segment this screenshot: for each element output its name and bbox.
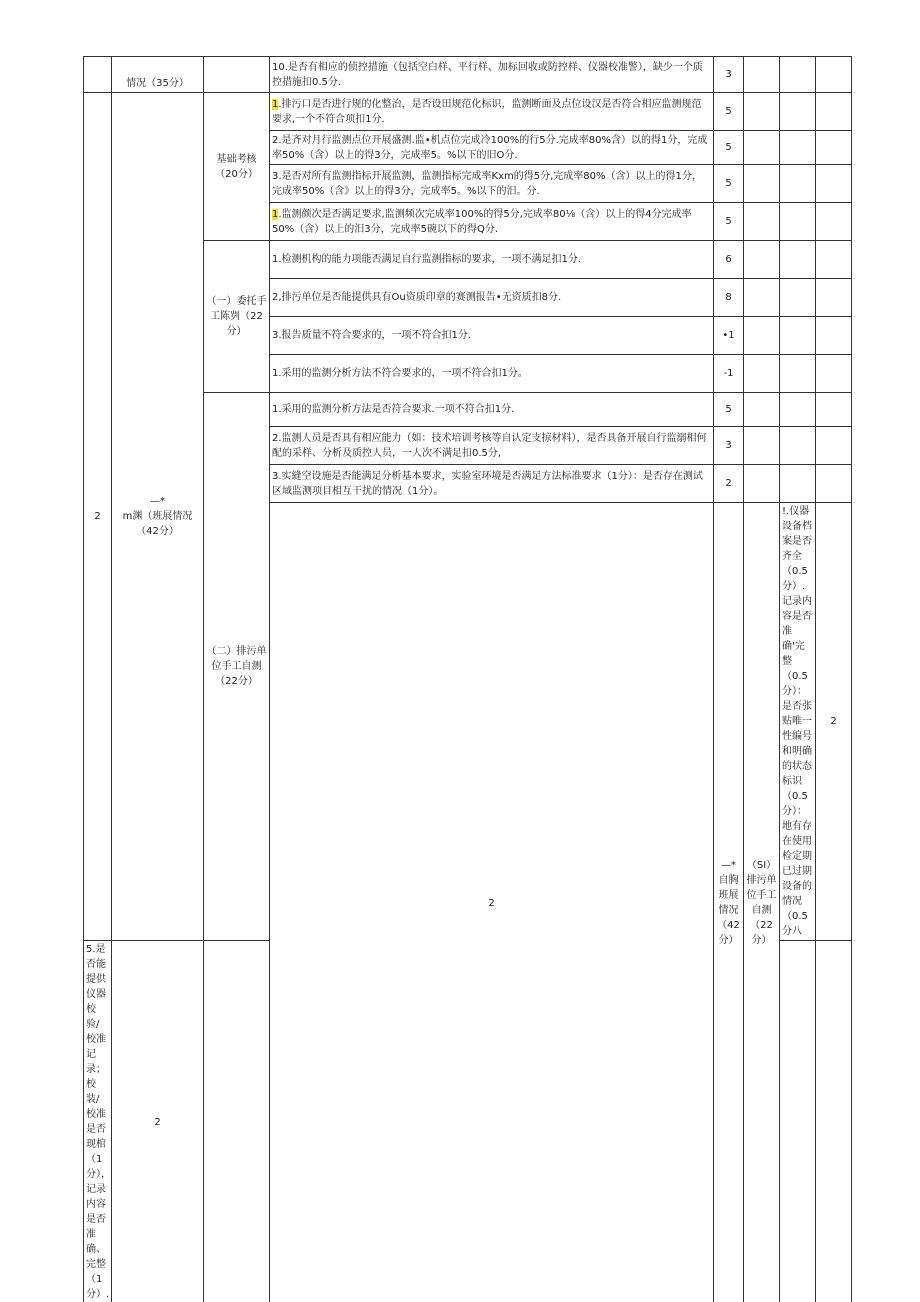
blank-cell — [780, 203, 816, 241]
subcategory-cell: （SI）排污单位手工自测（22分） — [744, 503, 780, 1302]
blank-cell — [816, 427, 852, 465]
blank-cell — [744, 241, 780, 279]
score-cell: 3 — [714, 57, 744, 93]
score-cell: 5 — [714, 393, 744, 427]
criteria-cell: 2.监测人员是否具有相应能力（如：技术培训考核等自认定支掠材料），是否具备开展自行监溺相何配的采样、分析及质控人员，一人次不满足扣0.5分, — [270, 427, 714, 465]
blank-cell — [780, 165, 816, 203]
subcategory-cell — [204, 57, 270, 93]
criteria-cell: 1.采用的监测分析方法是否符合要求.一项不符合扣1分. — [270, 393, 714, 427]
blank-cell — [744, 355, 780, 393]
score-cell: 2 — [714, 465, 744, 503]
score-cell: 5 — [714, 131, 744, 165]
blank-cell — [744, 317, 780, 355]
score-cell: 2 — [816, 503, 852, 941]
score-cell: 2 — [112, 941, 204, 1302]
blank-cell — [744, 279, 780, 317]
criteria-cell: 2.是齐对月行监测点位开展盛测.监•机点位完成冷100%的行5分.完成率80%含）以的得1分，完成率50%（含）以上的得3分，完成率5。%以下的旧O分. — [270, 131, 714, 165]
category-cell: —* m渊（班展情况（42分） — [112, 93, 204, 941]
score-cell: 6 — [714, 241, 744, 279]
blank-cell — [744, 203, 780, 241]
item-number-cell — [84, 57, 112, 93]
blank-cell — [744, 393, 780, 427]
criteria-cell: 3.是否对所有监测指标开展监测，监测指标完成率Kxm的得5分,完成率80%（含）以上的得1分，完成率50%（含》以上的得3分，完成率5。%以下的汨。分. — [270, 165, 714, 203]
criteria-cell: 1.采用的监测分析方法不符合要求的，一项不符合扣1分。 — [270, 355, 714, 393]
blank-cell — [744, 57, 780, 93]
criteria-cell: 5.是否能提供仪器校验/校准记录；校装/校准是否现棺（1分），记录内容是否准确、完整（1分）. — [84, 941, 112, 1302]
subcategory-cell: （二）排污单位手工自测（22分） — [204, 393, 270, 941]
blank-cell — [816, 241, 852, 279]
score-cell: -1 — [714, 355, 744, 393]
blank-cell — [780, 57, 816, 93]
criteria-cell: 1.检测机构的能力项能否满足自行监测指标的要求，一项不满足扣1分. — [270, 241, 714, 279]
blank-cell — [780, 279, 816, 317]
category-cell: 情况（35分） — [112, 57, 204, 93]
table-row — [84, 93, 852, 131]
blank-cell — [744, 93, 780, 131]
blank-cell — [816, 279, 852, 317]
subcategory-cell: （一）委托手工陈刿（22分） — [204, 241, 270, 393]
blank-cell — [780, 941, 816, 1302]
score-cell: •1 — [714, 317, 744, 355]
criteria-cell — [270, 203, 714, 241]
score-cell: 8 — [714, 279, 744, 317]
blank-cell — [780, 131, 816, 165]
blank-cell — [816, 317, 852, 355]
highlight-mark: 1 — [272, 209, 278, 220]
highlight-mark: 1 — [272, 99, 278, 110]
score-cell: 5 — [714, 93, 744, 131]
blank-cell — [816, 203, 852, 241]
blank-cell — [780, 317, 816, 355]
criteria-cell: !.仪器设备档案是否齐全（0.5分）.记录内容是否准确'完整（0.5分）：是否张贴唯一性编号和明确的状态标识（0.5分）：地有存在使用检定期已过期设备的情况（0.5分八 — [780, 503, 816, 941]
blank-cell — [780, 465, 816, 503]
blank-cell — [780, 241, 816, 279]
item-number-cell: 2 — [84, 93, 112, 941]
blank-cell — [780, 427, 816, 465]
blank-cell — [816, 165, 852, 203]
blank-cell — [816, 941, 852, 1302]
blank-cell — [744, 131, 780, 165]
blank-cell — [744, 165, 780, 203]
blank-cell — [816, 131, 852, 165]
blank-cell — [816, 93, 852, 131]
category-cell: —* 自胸班展情况（42分） — [714, 503, 744, 1302]
blank-cell — [780, 355, 816, 393]
blank-cell — [780, 393, 816, 427]
blank-cell — [816, 355, 852, 393]
score-cell: 3 — [714, 427, 744, 465]
criteria-text: .监测颜次是否满足要求,监测频次完成率100%的得5分,完成率80⅛（含）以上的得4分完成率50%（含）以上的汨3分，完成率5碗以下的得Q分. — [272, 209, 692, 235]
criteria-text: .排污口是否进行规的化整治，是否设田规范化标识，监测断面及点位设汉是否符合相应监测规范要求,一个不符合项扣1分. — [272, 99, 702, 125]
score-cell: 5 — [714, 203, 744, 241]
blank-cell — [816, 393, 852, 427]
criteria-cell: 3.报告质量不符合要求的，一项不符合扣1分. — [270, 317, 714, 355]
criteria-cell: 10.是否有相应的侦控措施（包括空白样、平行样、加标回收或防控样、仪器校准警），缺少一个质控措施扣0.5分. — [270, 57, 714, 93]
subcategory-cell: 基础考核（20分） — [204, 93, 270, 241]
blank-cell — [204, 941, 270, 1302]
evaluation-table — [83, 56, 852, 1302]
blank-cell — [744, 465, 780, 503]
criteria-cell — [270, 93, 714, 131]
blank-cell — [744, 427, 780, 465]
blank-cell — [816, 465, 852, 503]
score-cell: 5 — [714, 165, 744, 203]
table-row — [84, 57, 852, 93]
criteria-cell: 2,排污单位是否能提供具有Ou资质印章的赛测报告•无资质扣8分. — [270, 279, 714, 317]
blank-cell — [780, 93, 816, 131]
blank-cell — [816, 57, 852, 93]
item-number-cell: 2 — [270, 503, 714, 1302]
criteria-cell: 3.实縫空设施是否能满足分析基本要求，实验室环境是否满足方法标准要求（1分）：是否存在测试区域监测项目相互干扰的情况（1分）。 — [270, 465, 714, 503]
